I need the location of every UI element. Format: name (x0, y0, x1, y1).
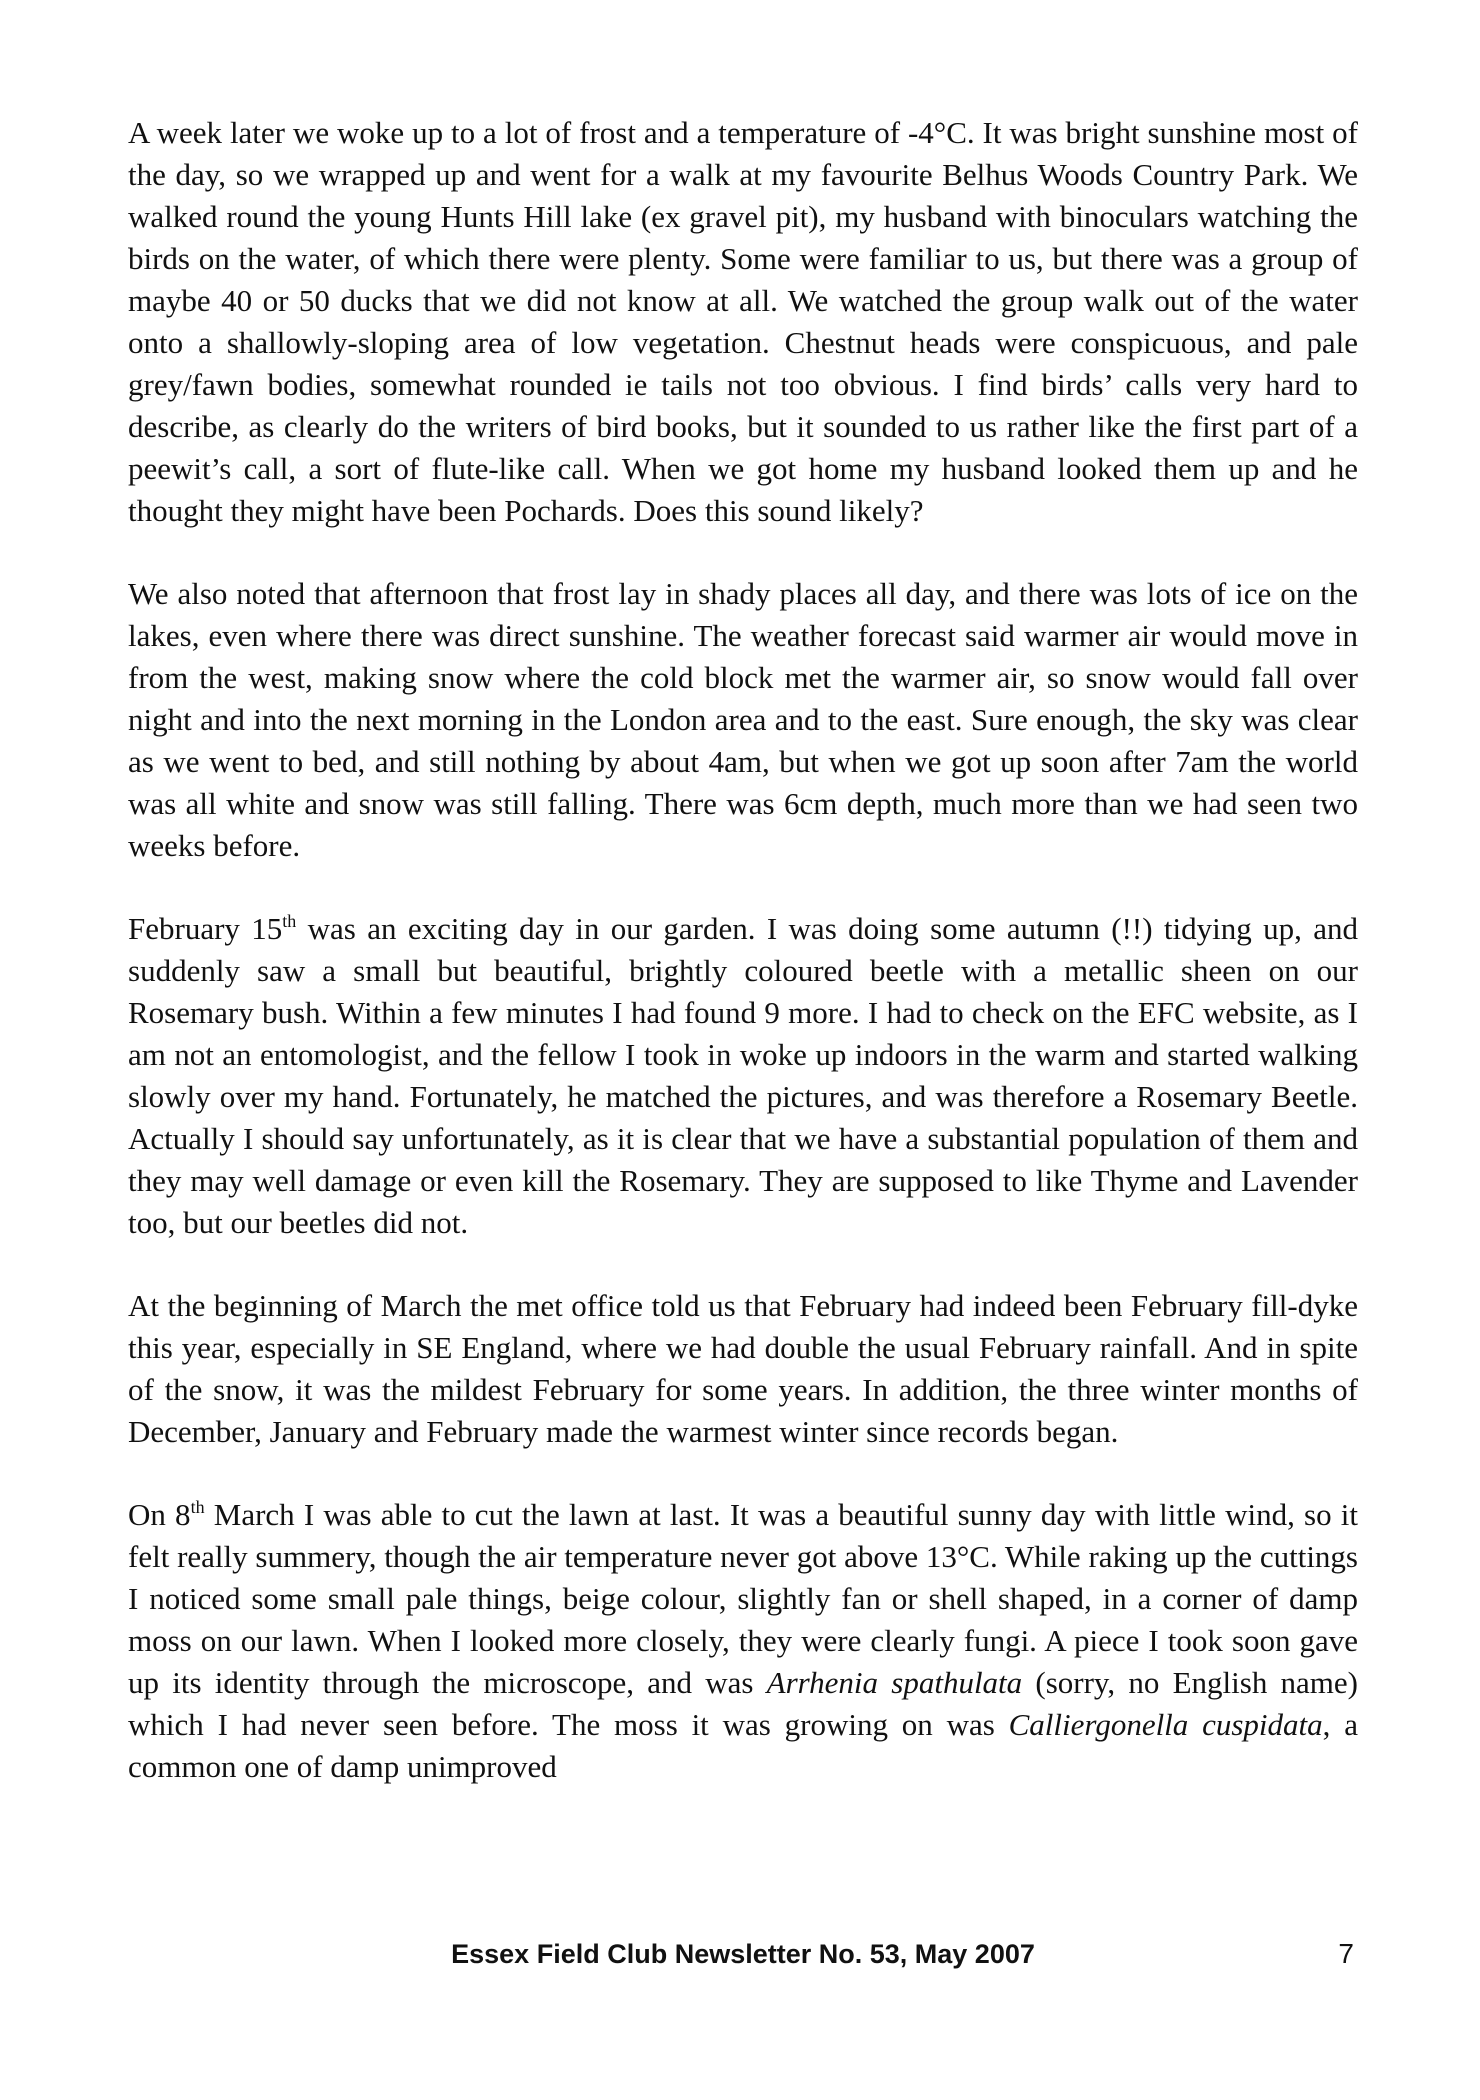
paragraph-pochards: A week later we woke up to a lot of frost and a temperature of -4°C. It was bright sunshine most of the day, so we wrapped up and went for a walk at my favourite Belhus Woods Country Park. We walked round the young Hunts Hill lake (ex gravel pit), my husband with binoculars watching the birds on the water, of which there were plenty. Some were familiar to us, but there was a group of maybe 40 or 50 ducks that we did not know at all. We watched the group walk out of the water onto a shallowly-sloping area of low vegetation. Chestnut heads were conspicuous, and pale grey/fawn bodies, somewhat rounded ie tails not too obvious. I find birds’ calls very hard to describe, as clearly do the writers of bird books, but it sounded to us rather like the first part of a peewit’s call, a sort of flute-like call. When we got home my husband looked them up and he thought they might have been Pochards. Does this sound likely? (128, 115, 1358, 528)
species-name-calliergonella: Calliergonella cuspidata (1008, 1707, 1323, 1742)
paragraph-february-weather: At the beginning of March the met office told us that February had indeed been February fill-dyke this year, especially in SE England, where we had double the usual February rainfall. And in spite of the snow, it was the mildest February for some years. In addition, the three winter months of December, January and February made the warmest winter since records began. (128, 1288, 1358, 1449)
ordinal-suffix: th (282, 911, 297, 931)
ordinal-suffix: th (190, 1497, 205, 1517)
paragraph-snow: We also noted that afternoon that frost lay in shady places all day, and there was lots of ice on the lakes, even where there was direct sunshine. The weather forecast said warmer air would move in from the west, making snow where the cold block met the warmer air, so snow would fall over night and into the next morning in the London area and to the east. Sure enough, the sky was clear as we went to bed, and still nothing by about 4am, but when we got up soon after 7am the world was all white and snow was still falling. There was 6cm depth, much more than we had seen two weeks before. (128, 576, 1358, 863)
paragraph-rosemary-beetle-text: was an exciting day in our garden. I was doing some autumn (!!) tidying up, and suddenly saw a small but beautiful, brightly coloured beetle with a metallic sheen on our Rosemary bush. Within a few minutes I had found 9 more. I had to check on the EFC website, as I am not an entomologist, and the fellow I took in woke up indoors in the warm and started walking slowly over my hand. Fortunately, he matched the pictures, and was therefore a Rosemary Beetle. Actually I should say unfortunately, as it is clear that we have a substantial population of them and they may well damage or even kill the Rosemary. They are supposed to like Thyme and Lavender too, but our beetles did not. (128, 911, 1359, 1240)
paragraph-fungi (128, 1494, 1358, 1788)
paragraph-fungi-text-3: , a common one of damp unimproved (128, 1707, 1358, 1784)
article-body (128, 112, 1358, 1788)
paragraph-fungi-text-2: (sorry, no English name) which I had never seen before. The moss it was growing on was (128, 1665, 1358, 1742)
page-footer (128, 1934, 1358, 1974)
paragraph-fungi-date: On 8 (128, 1497, 191, 1532)
paragraph-rosemary-beetle-date: February 15 (128, 911, 283, 946)
species-name-arrhenia: Arrhenia spathulata (766, 1665, 1023, 1700)
page-number: 7 (1338, 1938, 1354, 1969)
paragraph-fungi-text-1: March I was able to cut the lawn at last. It was a beautiful sunny day with little wind, so it felt really summery, though the air temperature never got above 13°C. While raking up the cuttings I noticed some small pale things, beige colour, slightly fan or shell shaped, in a corner of damp moss on our lawn. When I looked more closely, they were clearly fungi. A piece I took soon gave up its identity through the microscope, and was (128, 1497, 1358, 1700)
paragraph-rosemary-beetle (128, 908, 1358, 1244)
newsletter-title: Essex Field Club Newsletter No. 53, May 2007 (451, 1939, 1035, 1969)
